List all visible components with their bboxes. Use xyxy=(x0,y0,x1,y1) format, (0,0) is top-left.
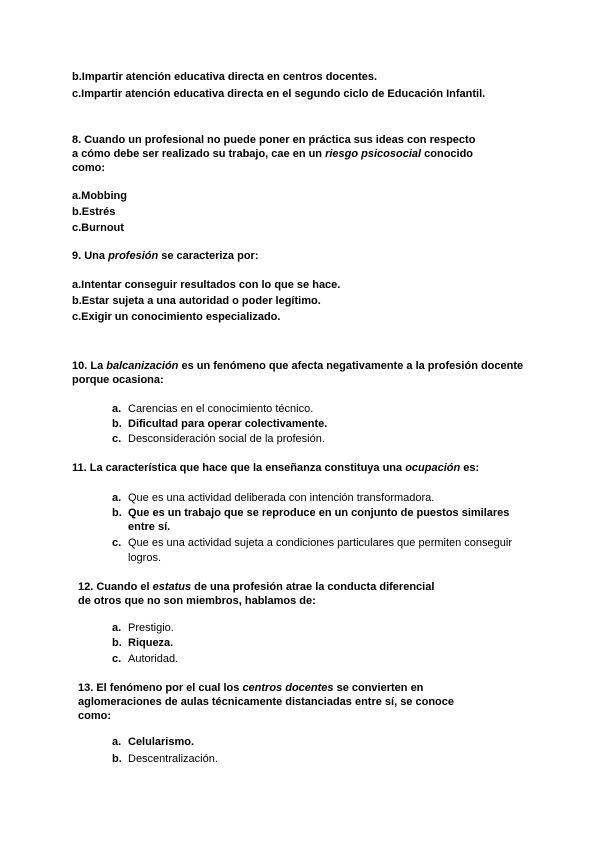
q10-option-b-letter: b. xyxy=(112,418,122,430)
q13-stem-line3: como: xyxy=(78,710,111,722)
q12-option-b-text: Riqueza. xyxy=(128,637,174,649)
q13-option-b-letter: b. xyxy=(112,753,122,765)
q9-option-a: a.Intentar conseguir resultados con lo que se hace. xyxy=(72,279,341,291)
q8-stem-line2: a cómo debe ser realizado su trabajo, cae en un riesgo psicosocial conocido xyxy=(72,148,474,160)
q9-option-c: c.Exigir un conocimiento especializado. xyxy=(72,311,281,323)
q11-stem: 11. La característica que hace que la enseñanza constituya una ocupación es: xyxy=(72,462,480,474)
q12-option-a-letter: a. xyxy=(112,622,122,634)
q8-option-b: b.Estrés xyxy=(72,206,116,218)
q8-stem-line1: 8. Cuando un profesional no puede poner en práctica sus ideas con respecto xyxy=(72,134,476,146)
q12-option-c-letter: c. xyxy=(112,653,122,665)
q10-option-c-letter: c. xyxy=(112,433,122,445)
q11-option-c-text-cont: logros. xyxy=(128,552,162,564)
q10-option-a-text: Carencias en el conocimiento técnico. xyxy=(128,403,314,415)
q12-option-b-letter: b. xyxy=(112,637,122,649)
prev-option-b: b.Impartir atención educativa directa en centros docentes. xyxy=(72,71,378,83)
q10-stem-line1: 10. La balcanización es un fenómeno que afecta negativamente a la profesión docente xyxy=(72,360,524,372)
q11-option-a-letter: a. xyxy=(112,492,122,504)
q12-option-c-text: Autoridad. xyxy=(128,653,179,665)
q11-option-a-text: Que es una actividad deliberada con intención transformadora. xyxy=(128,492,435,504)
q8-option-c: c.Burnout xyxy=(72,222,124,234)
q9-option-b: b.Estar sujeta a una autoridad o poder legítimo. xyxy=(72,295,321,307)
q10-option-a-letter: a. xyxy=(112,403,122,415)
q11-option-b-text: Que es un trabajo que se reproduce en un conjunto de puestos similares xyxy=(128,507,510,519)
q12-stem-line1: 12. Cuando el estatus de una profesión atrae la conducta diferencial xyxy=(78,581,435,593)
q12-option-a-text: Prestigio. xyxy=(128,622,174,634)
q13-option-a-letter: a. xyxy=(112,736,122,748)
q9-stem: 9. Una profesión se caracteriza por: xyxy=(72,250,259,262)
q8-stem-line3: como: xyxy=(72,162,105,174)
q13-option-a-text: Celularismo. xyxy=(128,736,195,748)
q11-option-b-letter: b. xyxy=(112,507,122,519)
q11-option-c-text: Que es una actividad sujeta a condiciones particulares que permiten conseguir xyxy=(128,537,513,549)
q13-option-b-text: Descentralización. xyxy=(128,753,218,765)
q10-stem-line2: porque ocasiona: xyxy=(72,374,164,386)
q11-option-b-text-cont: entre sí. xyxy=(128,521,171,533)
q13-stem-line2: aglomeraciones de aulas técnicamente distanciadas entre sí, se conoce xyxy=(78,696,454,708)
q12-stem-line2: de otros que no son miembros, hablamos de: xyxy=(78,595,316,607)
q13-stem-line1: 13. El fenómeno por el cual los centros docentes se convierten en xyxy=(78,682,424,694)
q8-option-a: a.Mobbing xyxy=(72,190,127,202)
q10-option-c-text: Desconsideración social de la profesión. xyxy=(128,433,325,445)
prev-option-c: c.Impartir atención educativa directa en el segundo ciclo de Educación Infantil. xyxy=(72,88,486,100)
q10-option-b-text: Dificultad para operar colectivamente. xyxy=(128,418,328,430)
q11-option-c-letter: c. xyxy=(112,537,122,549)
